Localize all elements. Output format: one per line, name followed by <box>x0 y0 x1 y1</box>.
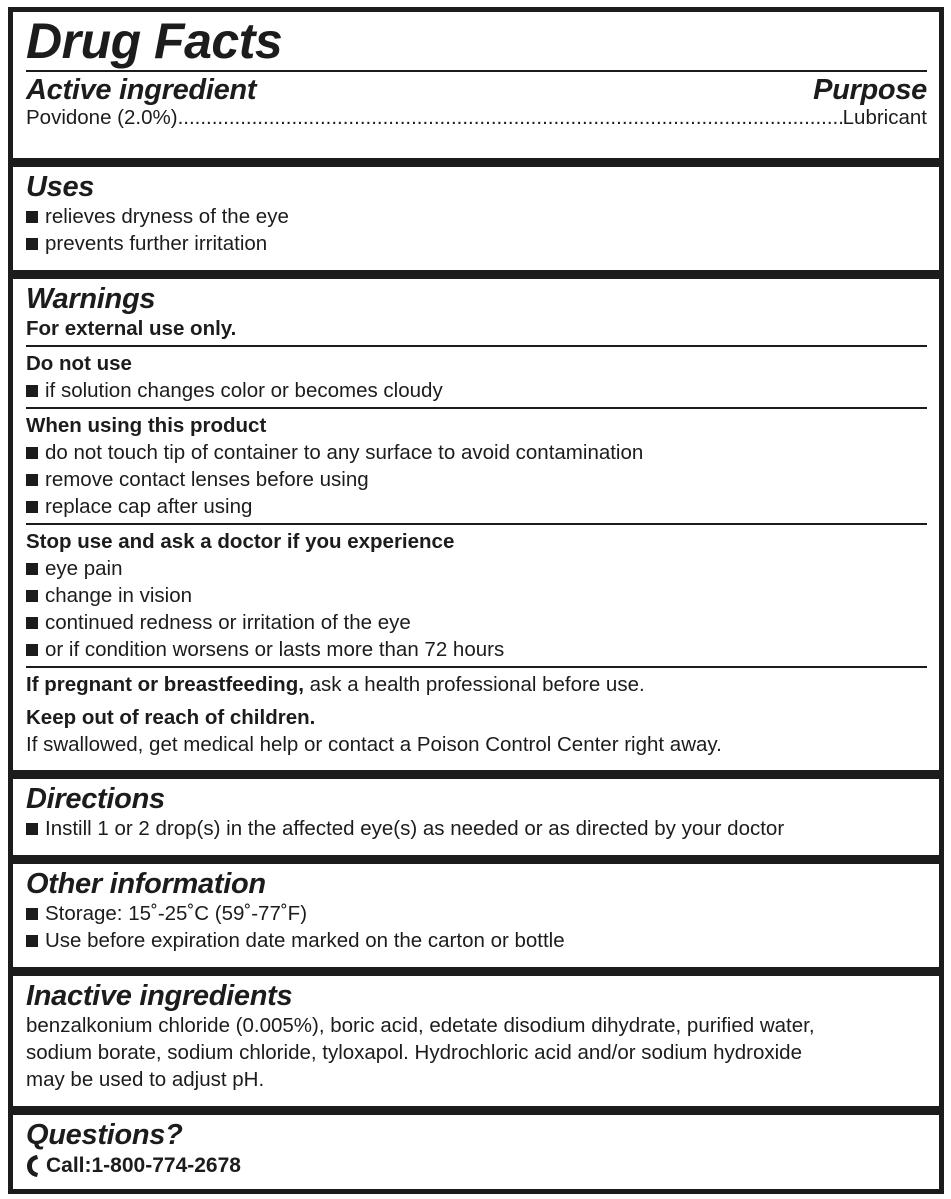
leader-dots <box>178 106 843 130</box>
bullet-icon <box>26 590 38 602</box>
questions-section <box>13 1115 939 1181</box>
active-ingredient-heading: Active ingredient <box>26 74 257 106</box>
divider-line <box>26 345 927 347</box>
phone-number: Call:1-800-774-2678 <box>46 1154 241 1177</box>
do-not-use-heading: Do not use <box>26 352 132 375</box>
section-divider <box>13 770 939 779</box>
bullet-icon <box>26 617 38 629</box>
inactive-section <box>13 976 939 1106</box>
bullet-icon <box>26 238 38 250</box>
list-item: relieves dryness of the eye <box>26 203 927 230</box>
bullet-icon <box>26 501 38 513</box>
list-item: prevents further irritation <box>26 230 927 257</box>
stop-use-heading: Stop use and ask a doctor if you experience <box>26 530 455 553</box>
inactive-line: sodium borate, sodium chloride, tyloxapol. Hydrochloric acid and/or sodium hydroxide <box>26 1041 802 1064</box>
inactive-line: may be used to adjust pH. <box>26 1068 265 1091</box>
divider-line <box>26 407 927 409</box>
drug-facts-panel <box>8 7 944 1194</box>
title-section <box>13 12 939 158</box>
page-title: Drug Facts <box>26 13 283 69</box>
children-text: If swallowed, get medical help or contact a Poison Control Center right away. <box>26 733 722 756</box>
inactive-heading: Inactive ingredients <box>26 980 293 1012</box>
bullet-icon <box>26 474 38 486</box>
title-rule <box>26 70 927 72</box>
pregnant-warning: If pregnant or breastfeeding, ask a health professional before use. <box>26 673 645 696</box>
active-ingredient-purpose: Lubricant <box>842 106 927 129</box>
section-divider <box>13 1106 939 1115</box>
external-use-note: For external use only. <box>26 317 237 340</box>
list-item: change in vision <box>26 582 927 609</box>
inactive-line: benzalkonium chloride (0.005%), boric acid, edetate disodium dihydrate, purified water, <box>26 1014 815 1037</box>
list-item: Instill 1 or 2 drop(s) in the affected eye(s) as needed or as directed by your doctor <box>26 815 927 842</box>
section-divider <box>13 270 939 279</box>
bullet-icon <box>26 908 38 920</box>
phone-icon <box>26 1154 40 1178</box>
purpose-heading: Purpose <box>813 74 927 106</box>
bullet-icon <box>26 644 38 656</box>
warnings-heading: Warnings <box>26 283 156 315</box>
list-item: replace cap after using <box>26 493 927 520</box>
other-info-heading: Other information <box>26 868 266 900</box>
questions-heading: Questions? <box>26 1119 183 1151</box>
active-header-row <box>26 74 927 106</box>
uses-heading: Uses <box>26 171 95 203</box>
list-item: Storage: 15˚-25˚C (59˚-77˚F) <box>26 900 927 927</box>
bullet-icon <box>26 935 38 947</box>
list-item: if solution changes color or becomes cloudy <box>26 377 927 404</box>
active-ingredient-name: Povidone (2.0%) <box>26 106 178 129</box>
list-item: continued redness or irritation of the eye <box>26 609 927 636</box>
when-using-heading: When using this product <box>26 414 267 437</box>
list-item: or if condition worsens or lasts more than 72 hours <box>26 636 927 663</box>
uses-section <box>13 167 939 270</box>
active-ingredient-row <box>26 106 927 130</box>
bullet-icon <box>26 385 38 397</box>
section-divider <box>13 967 939 976</box>
phone-line[interactable] <box>26 1151 927 1181</box>
children-heading: Keep out of reach of children. <box>26 706 316 729</box>
bullet-icon <box>26 211 38 223</box>
section-divider <box>13 855 939 864</box>
list-item: Use before expiration date marked on the carton or bottle <box>26 927 927 954</box>
list-item: remove contact lenses before using <box>26 466 927 493</box>
bullet-icon <box>26 823 38 835</box>
warnings-section <box>13 279 939 770</box>
list-item: eye pain <box>26 555 927 582</box>
other-info-section <box>13 864 939 967</box>
bullet-icon <box>26 447 38 459</box>
directions-section <box>13 779 939 855</box>
list-item: do not touch tip of container to any surface to avoid contamination <box>26 439 927 466</box>
section-divider <box>13 158 939 167</box>
divider-line <box>26 523 927 525</box>
directions-heading: Directions <box>26 783 165 815</box>
bullet-icon <box>26 563 38 575</box>
divider-line <box>26 666 927 668</box>
